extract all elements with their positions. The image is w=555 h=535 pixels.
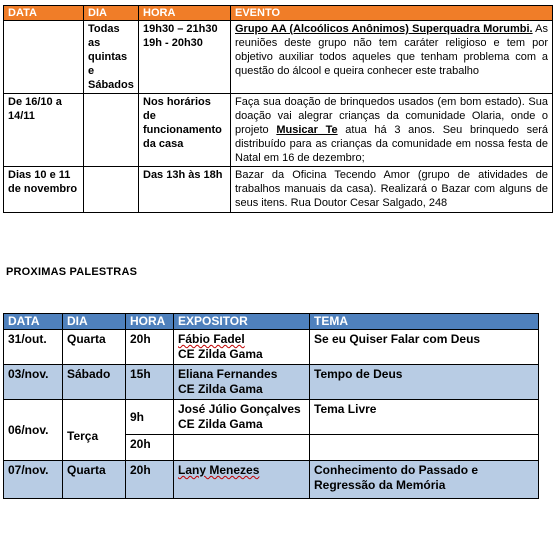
header-data: DATA <box>4 314 63 330</box>
section-title: PROXIMAS PALESTRAS <box>6 266 138 278</box>
table-row <box>4 21 553 94</box>
cell-hora: 20h <box>126 461 174 499</box>
cell-data: 31/out. <box>4 330 63 365</box>
cell-hora: 20h <box>126 330 174 365</box>
cell-dia: Sábado <box>63 365 126 400</box>
cell-data <box>4 21 84 94</box>
speaker-center: CE Zilda Gama <box>178 382 263 396</box>
speaker-name: Eliana Fernandes <box>178 367 278 381</box>
event-description-end: atua há 3 anos. Seu brinquedo será distribuído para as crianças da comunidade em nossa festa de Natal em 16 de dezembro; <box>235 124 548 164</box>
speaker-name: José Júlio Gonçalves <box>178 402 301 416</box>
table-row <box>4 461 539 499</box>
cell-expositor <box>174 365 310 400</box>
header-hora: HORA <box>139 6 231 21</box>
cell-hora: 20h <box>126 435 174 461</box>
cell-hora: 15h <box>126 365 174 400</box>
cell-tema <box>310 435 539 461</box>
cell-data: De 16/10 a 14/11 <box>4 94 84 167</box>
speaker-center: CE Zilda Gama <box>178 347 263 361</box>
cell-expositor <box>174 400 310 435</box>
talks-table <box>3 313 539 499</box>
cell-expositor <box>174 330 310 365</box>
cell-hora: 9h <box>126 400 174 435</box>
cell-data: Dias 10 e 11 de novembro <box>4 167 84 213</box>
header-dia: DIA <box>63 314 126 330</box>
table-row <box>4 94 553 167</box>
speaker-name: Fábio Fadel <box>178 332 245 346</box>
cell-data: 03/nov. <box>4 365 63 400</box>
cell-hora: Nos horários de funcionamento da casa <box>139 94 231 167</box>
table-row <box>4 330 539 365</box>
cell-hora: Das 13h às 18h <box>139 167 231 213</box>
header-tema: TEMA <box>310 314 539 330</box>
cell-dia: Terça <box>63 400 126 461</box>
cell-dia: Quarta <box>63 330 126 365</box>
cell-dia: Todas as quintas e Sábados <box>84 21 139 94</box>
cell-tema: Tempo de Deus <box>310 365 539 400</box>
header-dia: DIA <box>84 6 139 21</box>
cell-evento <box>231 94 553 167</box>
header-expositor: EXPOSITOR <box>174 314 310 330</box>
cell-data: 06/nov. <box>4 400 63 461</box>
speaker-name: Lany Menezes <box>178 463 260 477</box>
cell-tema: Se eu Quiser Falar com Deus <box>310 330 539 365</box>
event-description: Faça sua doação de brinquedos usados (em bom estado). Sua doação vai alegrar crianças da comunidade Olaria, onde o projeto <box>235 96 548 136</box>
talk-theme: Conhecimento do Passado e <box>314 463 479 477</box>
cell-tema <box>310 461 539 499</box>
cell-hora: 19h30 – 21h30 19h - 20h30 <box>139 21 231 94</box>
event-description: As reuniões deste grupo não tem caráter religioso e tem por objetivo auxiliar todos aqueles que tenham problema com a questão do álcool e queira conhecer este trabalho <box>235 23 548 77</box>
speaker-center: CE Zilda Gama <box>178 417 263 431</box>
cell-data: 07/nov. <box>4 461 63 499</box>
cell-evento <box>231 21 553 94</box>
table-row <box>4 167 553 213</box>
talk-theme-cont: Regressão da Memória <box>314 478 446 492</box>
table-row <box>4 365 539 400</box>
header-data: DATA <box>4 6 84 21</box>
talks-header-row <box>4 314 539 330</box>
events-header-row <box>4 6 553 21</box>
cell-dia <box>84 94 139 167</box>
cell-expositor <box>174 435 310 461</box>
events-table <box>3 5 553 213</box>
project-name: Musicar Te <box>276 124 338 136</box>
cell-dia: Quarta <box>63 461 126 499</box>
cell-expositor <box>174 461 310 499</box>
event-title: Grupo AA (Alcoólicos Anônimos) Superquadra Morumbi. <box>235 23 533 35</box>
cell-tema: Tema Livre <box>310 400 539 435</box>
cell-dia <box>84 167 139 213</box>
cell-evento: Bazar da Oficina Tecendo Amor (grupo de atividades de trabalhos manuais da casa). Realizará o Bazar com alguns de seus itens. Rua Doutor Cesar Salgado, 248 <box>231 167 553 213</box>
header-hora: HORA <box>126 314 174 330</box>
header-evento: EVENTO <box>231 6 553 21</box>
table-row <box>4 400 539 435</box>
